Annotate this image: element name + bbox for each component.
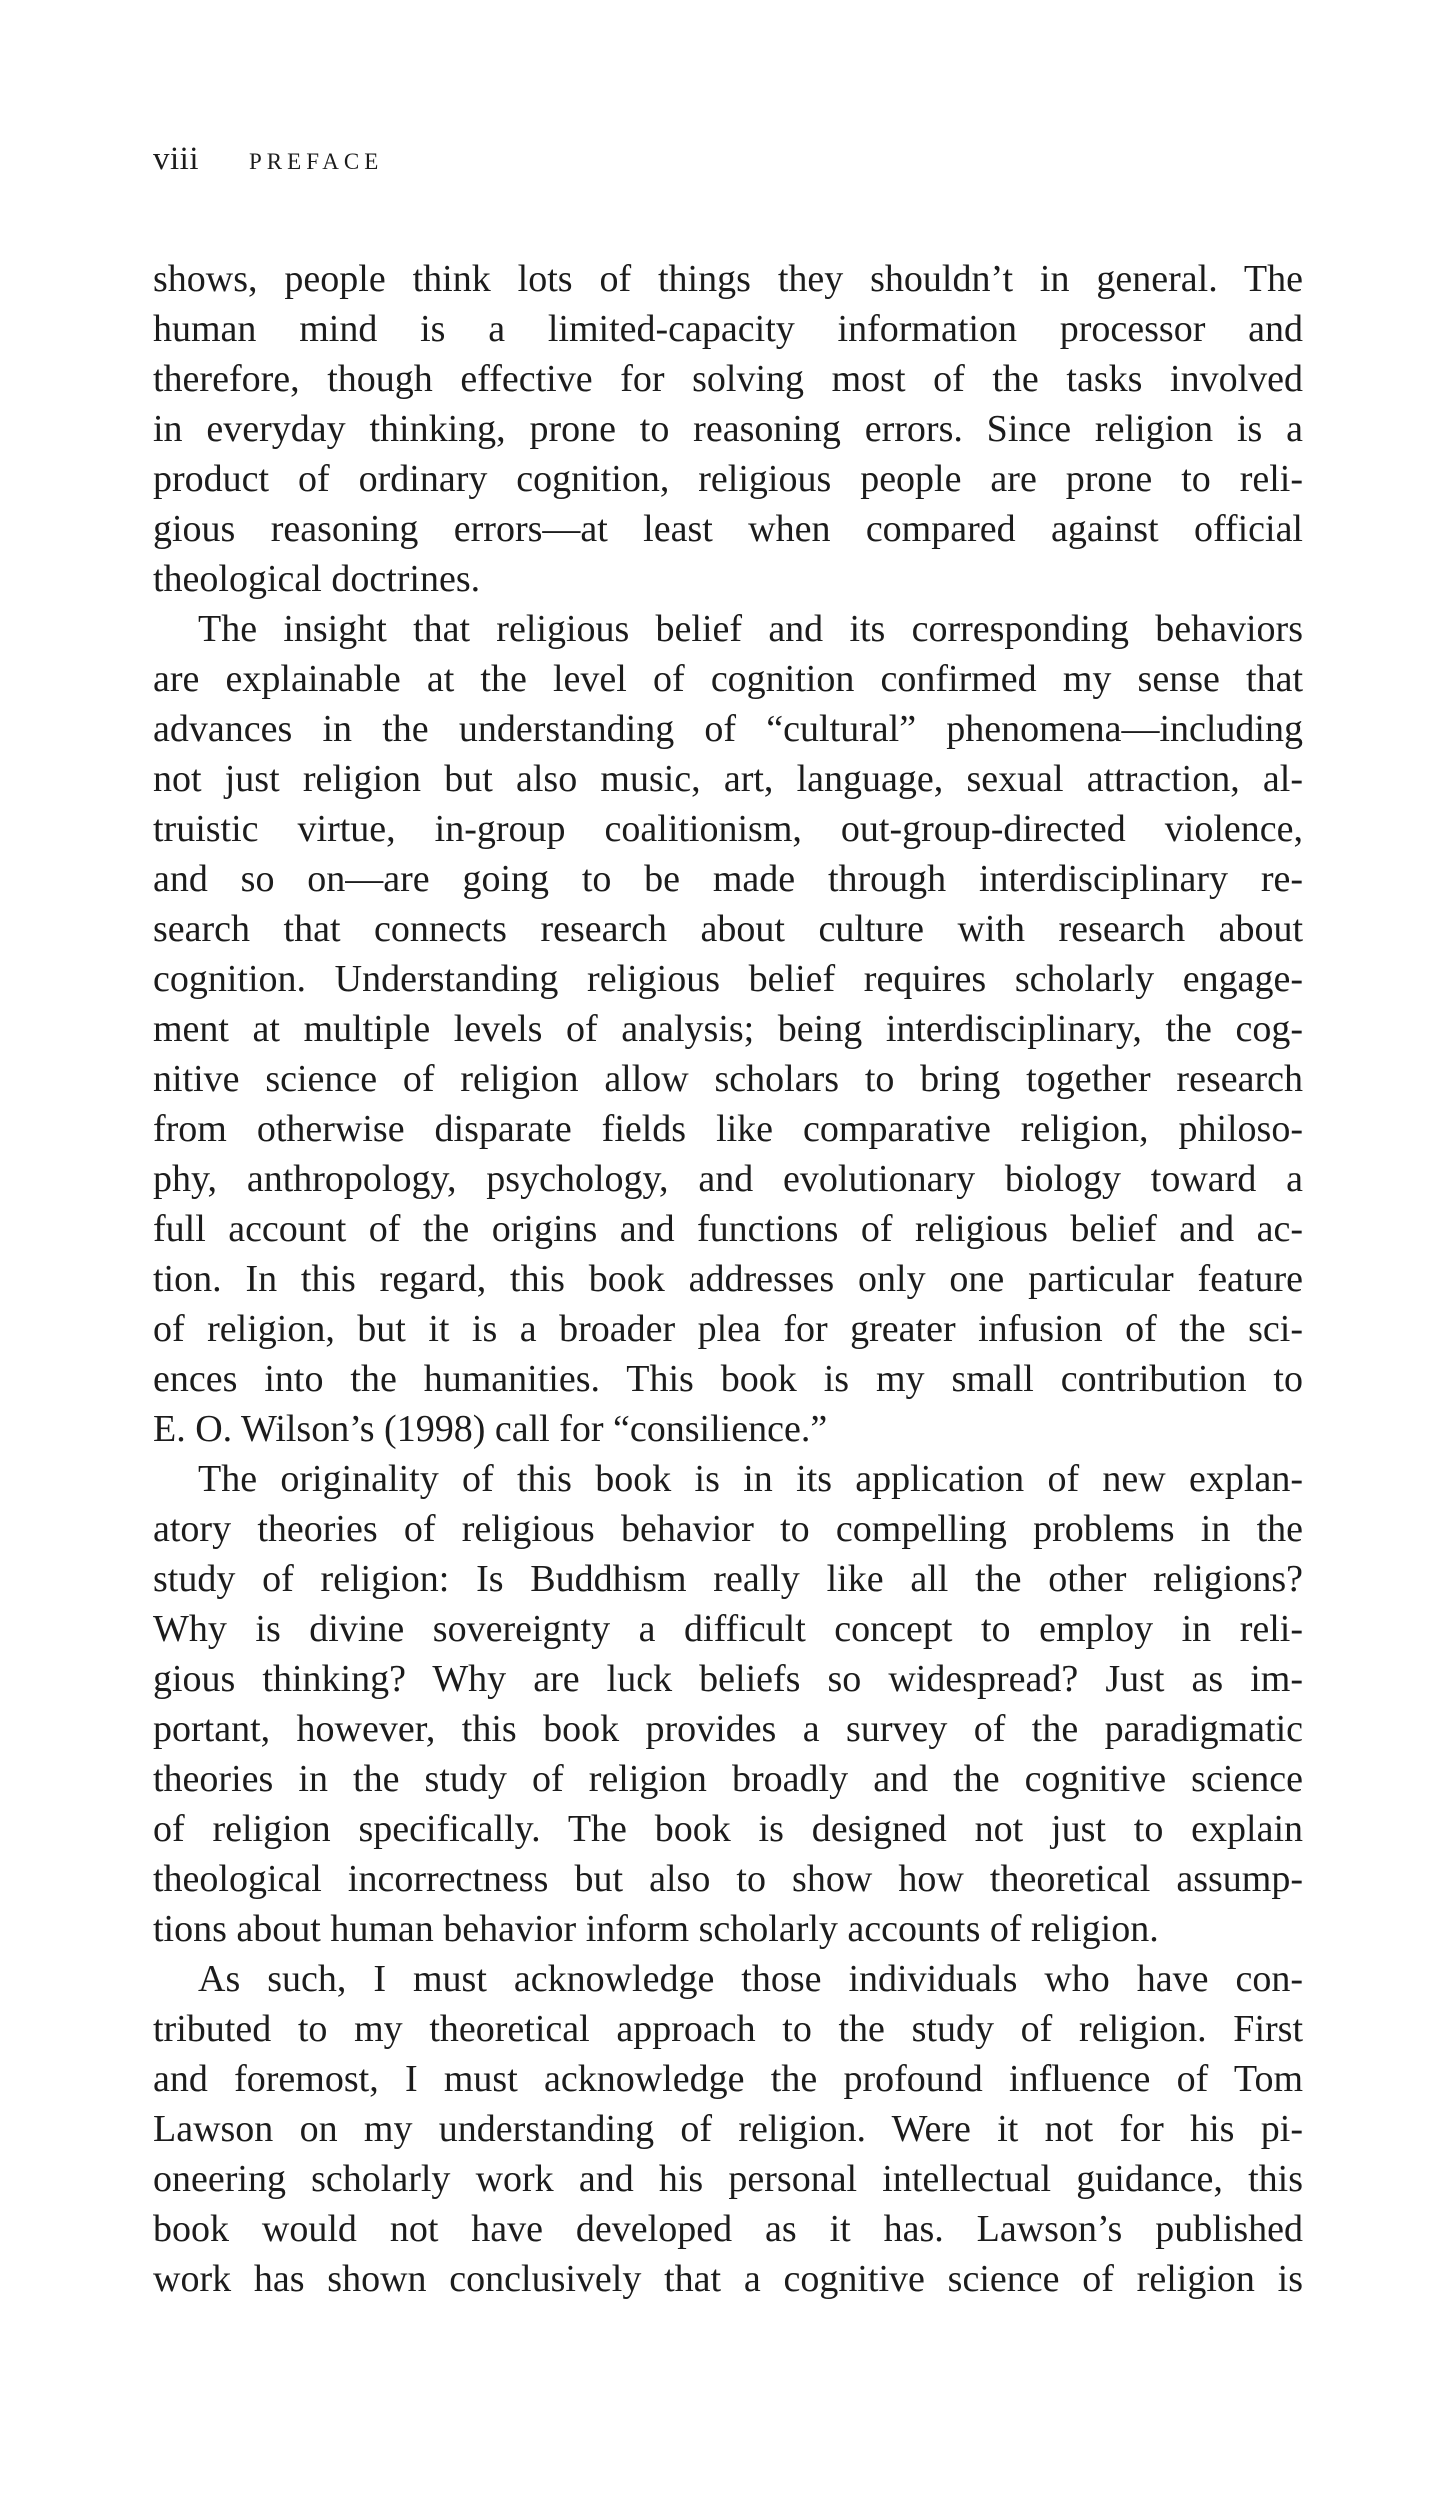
text-line: product of ordinary cognition, religious people are prone to reli- bbox=[153, 458, 1303, 500]
text-line: full account of the origins and functions of religious belief and ac- bbox=[153, 1208, 1303, 1250]
paragraph-first-line: As such, I must acknowledge those individuals who have con- bbox=[198, 1958, 1303, 2000]
text-line: theological incorrectness but also to show how theoretical assump- bbox=[153, 1858, 1303, 1900]
text-line: not just religion but also music, art, language, sexual attraction, al- bbox=[153, 758, 1303, 800]
text-line: shows, people think lots of things they shouldn’t in general. The bbox=[153, 258, 1303, 300]
text-line: tributed to my theoretical approach to the study of religion. First bbox=[153, 2008, 1303, 2050]
text-line: theological doctrines. bbox=[153, 558, 481, 600]
text-line: human mind is a limited-capacity information processor and bbox=[153, 308, 1303, 350]
text-line: search that connects research about culture with research about bbox=[153, 908, 1303, 950]
text-line: oneering scholarly work and his personal intellectual guidance, this bbox=[153, 2158, 1303, 2200]
text-line: and so on—are going to be made through interdisciplinary re- bbox=[153, 858, 1303, 900]
text-line: cognition. Understanding religious belief requires scholarly engage- bbox=[153, 958, 1303, 1000]
text-line: in everyday thinking, prone to reasoning errors. Since religion is a bbox=[153, 408, 1303, 450]
text-line: book would not have developed as it has. Lawson’s published bbox=[153, 2208, 1303, 2250]
text-line: theories in the study of religion broadly and the cognitive science bbox=[153, 1758, 1303, 1800]
page-number: viii bbox=[153, 141, 200, 177]
text-line: nitive science of religion allow scholars to bring together research bbox=[153, 1058, 1303, 1100]
paragraph-first-line: The originality of this book is in its application of new explan- bbox=[198, 1458, 1303, 1500]
body-text bbox=[153, 254, 1303, 2304]
text-line: portant, however, this book provides a survey of the paradigmatic bbox=[153, 1708, 1303, 1750]
text-line: advances in the understanding of “cultural” phenomena—including bbox=[153, 708, 1303, 750]
text-line: Lawson on my understanding of religion. Were it not for his pi- bbox=[153, 2108, 1303, 2150]
text-line: ment at multiple levels of analysis; being interdisciplinary, the cog- bbox=[153, 1008, 1303, 1050]
text-line: and foremost, I must acknowledge the profound influence of Tom bbox=[153, 2058, 1303, 2100]
text-line: study of religion: Is Buddhism really like all the other religions? bbox=[153, 1558, 1303, 1600]
text-line: tion. In this regard, this book addresses only one particular feature bbox=[153, 1258, 1303, 1300]
text-line: from otherwise disparate fields like comparative religion, philoso- bbox=[153, 1108, 1303, 1150]
text-line: of religion, but it is a broader plea for greater infusion of the sci- bbox=[153, 1308, 1303, 1350]
section-title: PREFACE bbox=[249, 149, 384, 174]
text-line: phy, anthropology, psychology, and evolutionary biology toward a bbox=[153, 1158, 1303, 1200]
text-line: E. O. Wilson’s (1998) call for “consilience.” bbox=[153, 1408, 828, 1450]
text-line: atory theories of religious behavior to compelling problems in the bbox=[153, 1508, 1303, 1550]
text-line: gious thinking? Why are luck beliefs so widespread? Just as im- bbox=[153, 1658, 1303, 1700]
text-line: tions about human behavior inform scholarly accounts of religion. bbox=[153, 1908, 1159, 1950]
text-line: gious reasoning errors—at least when compared against official bbox=[153, 508, 1303, 550]
text-line: truistic virtue, in-group coalitionism, out-group-directed violence, bbox=[153, 808, 1303, 850]
text-line: are explainable at the level of cognition confirmed my sense that bbox=[153, 658, 1303, 700]
running-head bbox=[153, 135, 383, 183]
text-line: ences into the humanities. This book is my small contribution to bbox=[153, 1358, 1303, 1400]
paragraph-first-line: The insight that religious belief and its corresponding behaviors bbox=[198, 608, 1303, 650]
text-line: therefore, though effective for solving most of the tasks involved bbox=[153, 358, 1303, 400]
text-line: of religion specifically. The book is designed not just to explain bbox=[153, 1808, 1303, 1850]
text-line: work has shown conclusively that a cognitive science of religion is bbox=[153, 2258, 1303, 2300]
text-line: Why is divine sovereignty a difficult concept to employ in reli- bbox=[153, 1608, 1303, 1650]
